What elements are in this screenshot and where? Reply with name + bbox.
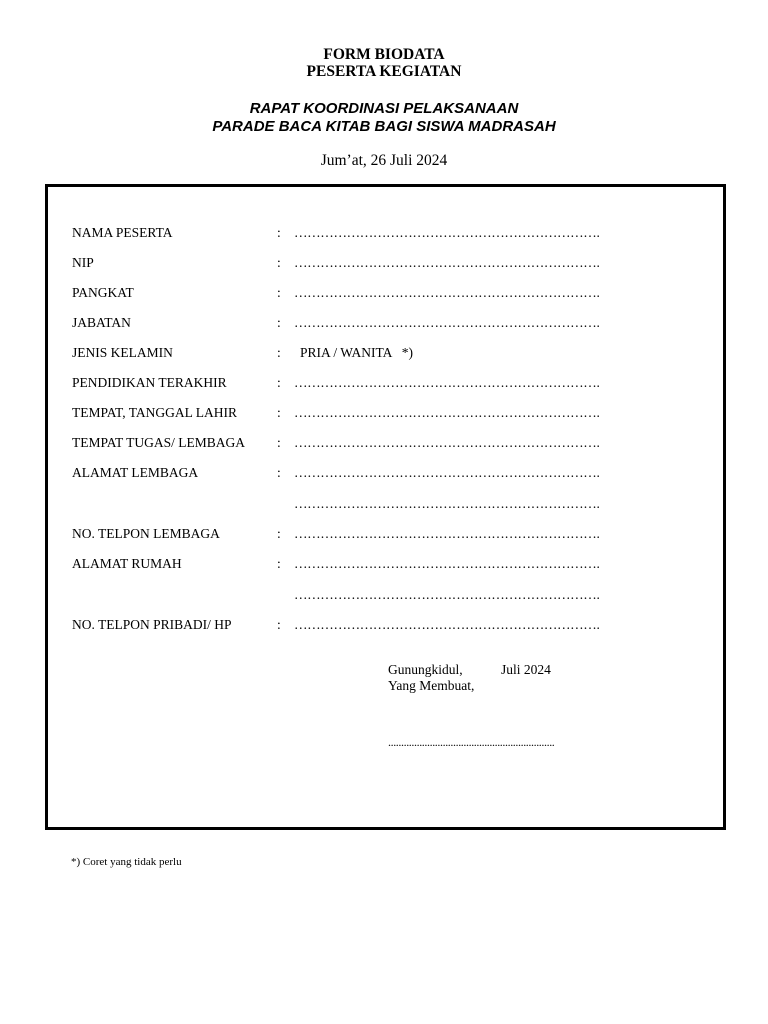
field-colon: : — [277, 315, 281, 330]
field-colon: : — [277, 405, 281, 420]
field-value-blank[interactable]: ……………………………………………………………. — [294, 526, 600, 541]
field-colon: : — [277, 285, 281, 300]
signature-made-by: Yang Membuat, — [388, 678, 475, 693]
field-value-blank[interactable]: ……………………………………………………………. — [294, 465, 600, 480]
field-label: PANGKAT — [72, 285, 134, 300]
event-title — [0, 100, 768, 136]
field-value-blank[interactable]: ……………………………………………………………. — [294, 375, 600, 390]
field-value-blank[interactable]: ……………………………………………………………. — [294, 315, 600, 330]
field-label: TEMPAT TUGAS/ LEMBAGA — [72, 435, 246, 450]
form-box — [45, 184, 726, 830]
form-title-line-1: FORM BIODATA — [323, 46, 445, 63]
field-label: NO. TELPON PRIBADI/ HP — [72, 617, 232, 632]
field-value-blank[interactable]: ……………………………………………………………. — [294, 556, 600, 571]
event-date: Jum’at, 26 Juli 2024 — [320, 152, 448, 169]
field-label: JENIS KELAMIN — [72, 345, 173, 360]
event-title-line-2: PARADE BACA KITAB BAGI SISWA MADRASAH — [212, 118, 556, 135]
form-title — [0, 46, 768, 80]
footnote: *) Coret yang tidak perlu — [71, 856, 182, 868]
field-value-blank[interactable]: ……………………………………………………………. — [294, 405, 600, 420]
field-label: ALAMAT LEMBAGA — [72, 465, 199, 480]
signature-date: Juli 2024 — [501, 662, 551, 677]
field-value-blank[interactable]: ……………………………………………………………. — [294, 285, 600, 300]
field-colon: : — [277, 526, 281, 541]
field-label: ALAMAT RUMAH — [72, 556, 182, 571]
form-title-line-2: PESERTA KEGIATAN — [306, 63, 462, 80]
field-label: PENDIDIKAN TERAKHIR — [72, 375, 227, 390]
field-label: NAMA PESERTA — [72, 225, 173, 240]
field-colon: : — [277, 345, 281, 360]
field-value-blank[interactable]: ……………………………………………………………. — [294, 496, 600, 511]
signature-place: Gunungkidul, — [388, 662, 463, 677]
field-value-blank[interactable]: ……………………………………………………………. — [294, 255, 600, 270]
field-label: NO. TELPON LEMBAGA — [72, 526, 220, 541]
field-value-blank[interactable]: ……………………………………………………………. — [294, 587, 600, 602]
field-value-blank[interactable]: ……………………………………………………………. — [294, 617, 600, 632]
field-colon: : — [277, 255, 281, 270]
field-value-blank[interactable]: ……………………………………………………………. — [294, 435, 600, 450]
field-colon: : — [277, 617, 281, 632]
field-label: NIP — [72, 255, 94, 270]
field-colon: : — [277, 465, 281, 480]
field-colon: : — [277, 556, 281, 571]
field-label: JABATAN — [72, 315, 131, 330]
field-label: TEMPAT, TANGGAL LAHIR — [72, 405, 238, 420]
field-value-blank[interactable]: ……………………………………………………………. — [294, 225, 600, 240]
field-colon: : — [277, 375, 281, 390]
event-title-line-1: RAPAT KOORDINASI PELAKSANAAN — [249, 100, 519, 117]
field-value-gender[interactable]: PRIA / WANITA *) — [300, 345, 414, 360]
field-colon: : — [277, 225, 281, 240]
field-colon: : — [277, 435, 281, 450]
signature-line[interactable]: ................................................................ — [388, 735, 555, 749]
